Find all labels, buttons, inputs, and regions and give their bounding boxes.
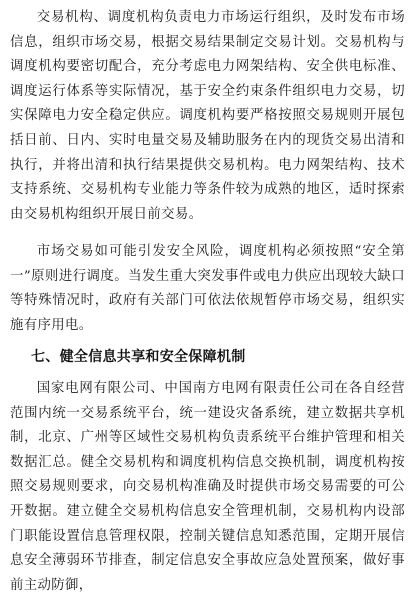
body-paragraph-information-sharing: 国家电网有限公司、中国南方电网有限责任公司在各自经营范围内统一交易系统平台，统一建设灾备系统，建立数据共享机制，北京、广州等区域性交易机构负责系统平台维护管理和相关数据汇总。健全交易机构和调度机构信息交换机制，调度机构按照交易规则要求，向交易机构准确及时提供市场交易需要的可公开数据。建立健全交易机构信息安全管理机制，交易机构内设部门职能设置信息管理权限，控制关键信息知悉范围，定期开展信息安全薄弱环节排查，制定信息安全事故应急处置预案，做好事前主动防御，: [10, 381, 405, 593]
body-paragraph-safety-first: 市场交易如可能引发安全风险，调度机构必须按照“安全第一”原则进行调度。当发生重大突发事件或电力供应出现较大缺口等特殊情况时，政府有关部门可依法依规暂停市场交易，组织实施有序用电。: [10, 244, 405, 333]
section-heading: 七、健全信息共享和安全保障机制: [31, 349, 246, 365]
body-paragraph-market-operation: 交易机构、调度机构负责电力市场运行组织，及时发布市场信息，组织市场交易，根据交易结果制定交易计划。交易机构与调度机构要密切配合，充分考虑电力网架结构、安全供电标准、调度运行体系等实际情况，基于安全约束条件组织电力交易，切实保障电力安全稳定供应。调度机构要严格按照交易规则开展包括日前、日内、实时电量交易及辅助服务在内的现货交易出清和执行，并将出清和执行结果提供交易机构。电力网架结构、技术支持系统、交易机构专业能力等条件较为成熟的地区，适时探索由交易机构组织开展日前交易。: [10, 10, 405, 222]
